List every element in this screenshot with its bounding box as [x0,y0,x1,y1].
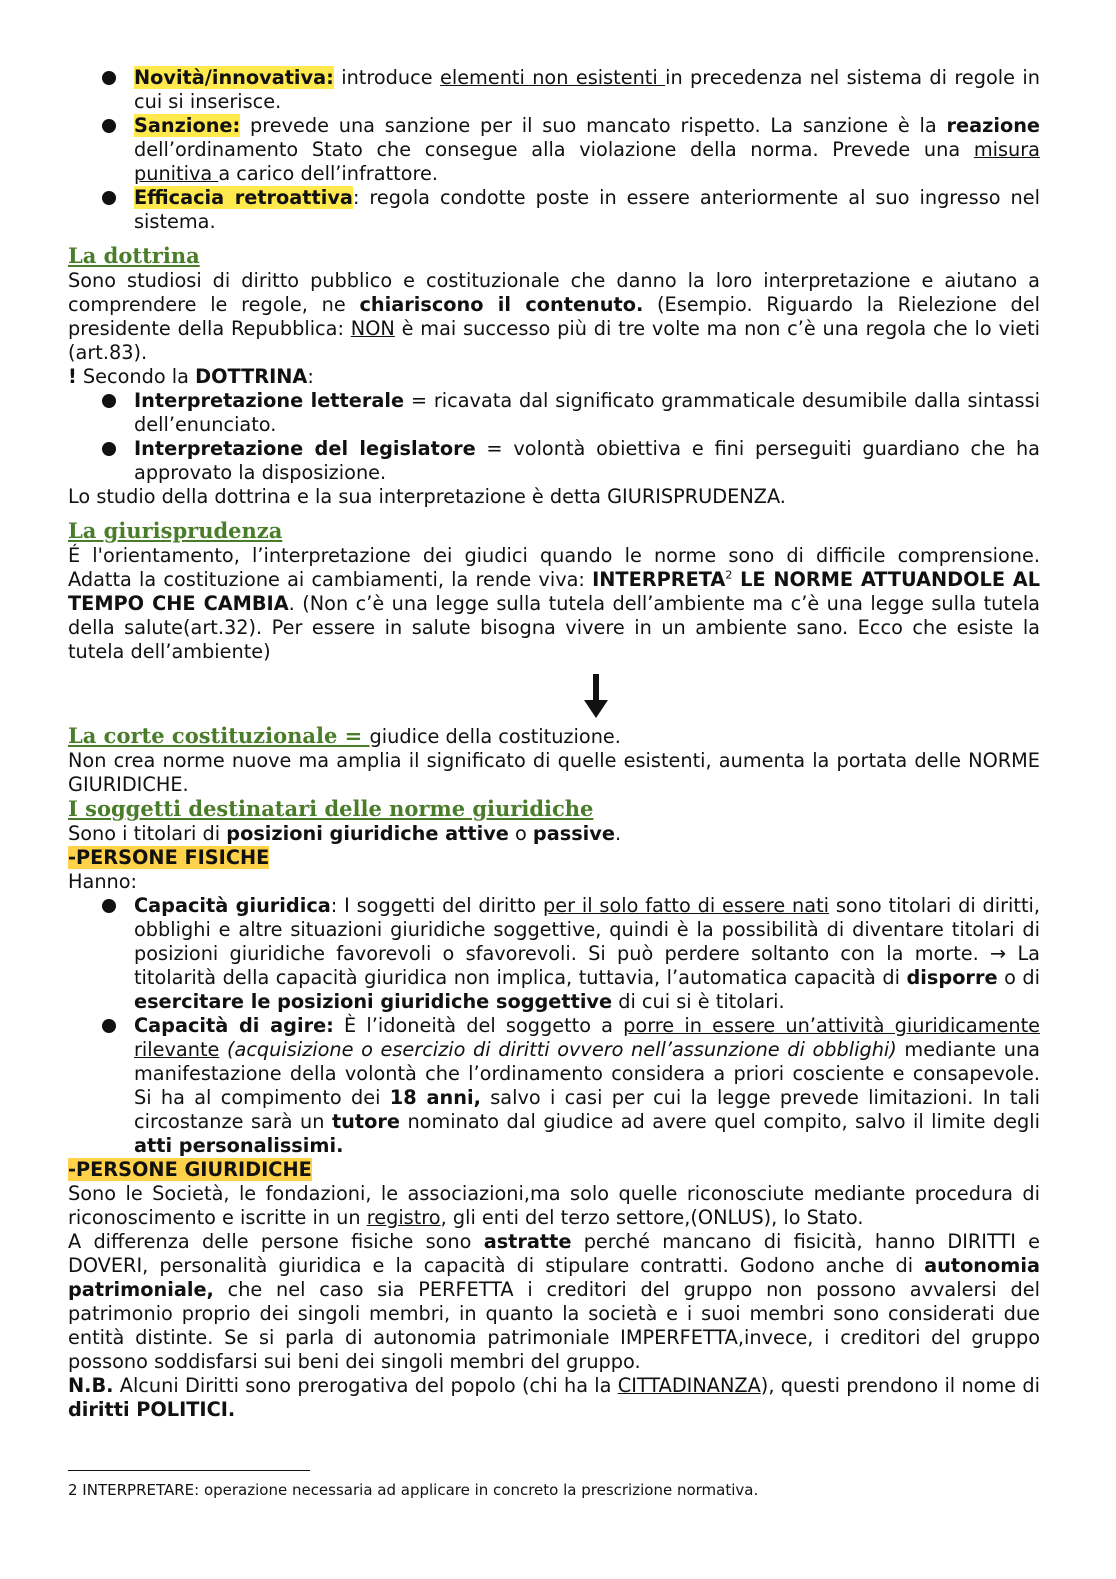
subheading: -PERSONE GIURIDICHE [68,1158,312,1181]
list-item: Interpretazione del legislatore = volontà obiettiva e fini perseguiti guardiano che ha approvato la disposizione. [68,437,1040,485]
list-item: Efficacia retroattiva: regola condotte poste in essere anteriormente al suo ingresso nel sistema. [68,186,1040,234]
term: Efficacia retroattiva [134,186,353,209]
subheading: -PERSONE FISICHE [68,846,270,869]
paragraph: Non crea norme nuove ma amplia il significato di quelle esistenti, aumenta la portata delle NORME GIURIDICHE. [68,749,1040,796]
paragraph: Hanno: [68,870,138,893]
paragraph: A differenza delle persone fisiche sono astratte perché mancano di fisicità, hanno DIRITTI e DOVERI, personalità giuridica e la capacità di stipulare contratti. Godono anche di autonomia patrimoniale, che nel caso sia PERFETTA i creditori del gruppo non possono avvalersi del patrimonio proprio dei singoli membri, in quanto la società e i suoi membri sono considerati due entità distinte. Se si parla di autonomia patrimoniale IMPERFETTA,invece, i creditori del gruppo possono soddisfarsi sui beni dei singoli membri del gruppo. [68,1230,1040,1373]
paragraph: N.B. Alcuni Diritti sono prerogativa del popolo (chi ha la CITTADINANZA), questi prendono il nome di diritti POLITICI. [68,1374,1040,1421]
paragraph: Sono studiosi di diritto pubblico e costituzionale che danno la loro interpretazione e aiutano a comprendere le regole, ne chiariscono il contenuto. (Esempio. Riguardo la Rielezione del presidente della Repubblica: NON è mai successo più di tre volte ma non c’è una regola che lo vieti (art.83). [68,269,1040,364]
bullet-icon [102,119,116,133]
term: Novità/innovativa: [134,66,334,89]
section-heading: La giurisprudenza [68,518,283,543]
list-item: Capacità di agire: È l’idoneità del soggetto a porre in essere un’attività giuridicamente rilevante (acquisizione o esercizio di diritti ovvero nell’assunzione di obblighi) mediante una manifestazione della volontà che l’ordinamento considera a priori cosciente e consapevole. Si ha al compimento dei 18 anni, salvo i casi per cui la legge prevede limitazioni. In tali circostanze sarà un tutore nominato dal giudice ad avere quel compito, salvo il limite degli atti personalissimi. [68,1014,1040,1158]
capacity-list [68,894,1040,1158]
paragraph: ! Secondo la DOTTRINA: [68,365,314,388]
features-list [68,66,1040,234]
paragraph: Sono i titolari di posizioni giuridiche attive o passive. [68,822,622,845]
section-heading: I soggetti destinatari delle norme giuridiche [68,796,594,821]
term: Sanzione: [134,114,241,137]
bullet-icon [102,442,116,456]
paragraph: Lo studio della dottrina e la sua interpretazione è detta GIURISPRUDENZA. [68,485,786,508]
footnote-ref: 2 [725,568,733,582]
list-item: Novità/innovativa: introduce elementi non esistenti in precedenza nel sistema di regole in cui si inserisce. [68,66,1040,114]
section-soggetti [68,797,1040,846]
section-persone-fisiche [68,846,1040,1158]
list-item: Sanzione: prevede una sanzione per il suo mancato rispetto. La sanzione è la reazione dell’ordinamento Stato che consegue alla violazione della norma. Prevede una misura punitiva a carico dell’infrattore. [68,114,1040,186]
list-item: Interpretazione letterale = ricavata dal significato grammaticale desumibile dalla sintassi dell’enunciato. [68,389,1040,437]
down-arrow-icon [68,670,1040,724]
bullet-icon [102,899,116,913]
bullet-icon [102,191,116,205]
section-persone-giuridiche [68,1158,1040,1422]
section-dottrina [68,244,1040,509]
section-giurisprudenza [68,519,1040,664]
bullet-icon [102,394,116,408]
footnote-divider [68,1470,310,1471]
paragraph: É l'orientamento, l’interpretazione dei giudici quando le norme sono di difficile comprensione. Adatta la costituzione ai cambiamenti, la rende viva: INTERPRETA$^2$ LE NORME ATTUANDOLE AL TEMPO CHE CAMBIA. (Non c’è una legge sulla tutela dell’ambiente ma c’è una legge sulla tutela della salute(art.32). Per essere in salute bisogna vivere in un ambiente sano. Ecco che esiste la tutela dell’ambiente) [68,544,1041,663]
section-heading: La corte costituzionale = [68,723,370,748]
document-body [68,66,1040,1422]
interpretation-list [68,389,1040,485]
footnote: 2 INTERPRETARE: operazione necessaria ad applicare in concreto la prescrizione normativa. [68,1481,759,1499]
section-heading: La dottrina [68,243,200,268]
paragraph: Sono le Società, le fondazioni, le associazioni,ma solo quelle riconosciute mediante procedura di riconoscimento e iscritte in un registro, gli enti del terzo settore,(ONLUS), lo Stato. [68,1182,1040,1229]
section-corte: La corte costituzionale = giudice della costituzione. Non crea norme nuove ma amplia il significato di quelle esistenti, aumenta la portata delle NORME GIURIDICHE. [68,723,1040,796]
bullet-icon [102,1019,116,1033]
bullet-icon [102,71,116,85]
list-item: Capacità giuridica: I soggetti del diritto per il solo fatto di essere nati sono titolari di diritti, obblighi e altre situazioni giuridiche soggettive, quindi è la possibilità di diventare titolari di posizioni giuridiche favorevoli o sfavorevoli. Si può perdere soltanto con la morte. → La titolarità della capacità giuridica non implica, tuttavia, l’automatica capacità di disporre o di esercitare le posizioni giuridiche soggettive di cui si è titolari. [68,894,1040,1014]
